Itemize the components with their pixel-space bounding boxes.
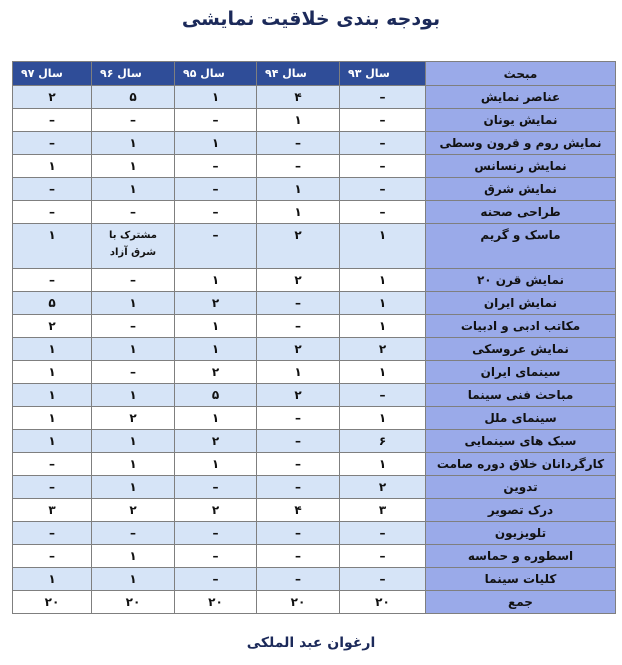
row-topic: تلویزیون bbox=[426, 522, 616, 545]
cell-year-94: – bbox=[257, 476, 340, 499]
row-topic: نمایش قرن ۲۰ bbox=[426, 269, 616, 292]
cell-year-94: – bbox=[257, 453, 340, 476]
cell-year-96: ۱ bbox=[92, 178, 175, 201]
cell-year-93: ۲۰ bbox=[340, 591, 426, 614]
cell-year-96: ۲۰ bbox=[92, 591, 175, 614]
header-row bbox=[13, 62, 616, 86]
cell-year-95: – bbox=[175, 178, 257, 201]
cell-year-93: ۱ bbox=[340, 224, 426, 269]
cell-year-94: ۱ bbox=[257, 109, 340, 132]
cell-year-93: ۱ bbox=[340, 361, 426, 384]
row-topic: مباحث فنی سینما bbox=[426, 384, 616, 407]
cell-year-93: – bbox=[340, 86, 426, 109]
cell-year-96: ۱ bbox=[92, 132, 175, 155]
page-title: بودجه بندی خلاقیت نمایشی bbox=[181, 8, 441, 30]
cell-year-97: ۱ bbox=[13, 338, 92, 361]
row-topic: سینمای ملل bbox=[426, 407, 616, 430]
cell-year-96: – bbox=[92, 315, 175, 338]
cell-year-95: – bbox=[175, 568, 257, 591]
cell-year-96: ۱ bbox=[92, 292, 175, 315]
cell-year-97: ۵ bbox=[13, 292, 92, 315]
table-row bbox=[13, 545, 616, 568]
row-topic: نمایش ایران bbox=[426, 292, 616, 315]
table-body bbox=[13, 86, 616, 614]
cell-year-96: ۵ bbox=[92, 86, 175, 109]
cell-year-97: – bbox=[13, 109, 92, 132]
row-topic: ماسک و گریم bbox=[426, 224, 616, 269]
cell-year-95: ۱ bbox=[175, 453, 257, 476]
row-topic: اسطوره و حماسه bbox=[426, 545, 616, 568]
cell-year-95: ۲ bbox=[175, 292, 257, 315]
cell-year-93: ۱ bbox=[340, 269, 426, 292]
cell-year-94: – bbox=[257, 430, 340, 453]
cell-year-96: – bbox=[92, 269, 175, 292]
table-row bbox=[13, 476, 616, 499]
cell-year-94: ۴ bbox=[257, 86, 340, 109]
cell-year-96: ۱ bbox=[92, 476, 175, 499]
cell-year-93: – bbox=[340, 109, 426, 132]
row-topic: درک تصویر bbox=[426, 499, 616, 522]
cell-year-97: – bbox=[13, 476, 92, 499]
table-row bbox=[13, 224, 616, 269]
cell-year-94: – bbox=[257, 315, 340, 338]
row-topic: کارگردانان خلاق دوره صامت bbox=[426, 453, 616, 476]
table-row bbox=[13, 338, 616, 361]
cell-year-95: – bbox=[175, 155, 257, 178]
row-topic: طراحی صحنه bbox=[426, 201, 616, 224]
cell-year-97: ۱ bbox=[13, 224, 92, 269]
row-topic: نمایش عروسکی bbox=[426, 338, 616, 361]
cell-year-97: – bbox=[13, 522, 92, 545]
cell-year-94: ۴ bbox=[257, 499, 340, 522]
cell-year-93: ۲ bbox=[340, 338, 426, 361]
cell-year-95: – bbox=[175, 201, 257, 224]
author-name: ارغوان عبد الملکی bbox=[246, 635, 376, 651]
cell-year-97: ۲ bbox=[13, 315, 92, 338]
cell-year-93: ۲ bbox=[340, 476, 426, 499]
cell-year-97: – bbox=[13, 453, 92, 476]
column-header-topic: مبحث bbox=[426, 62, 616, 86]
table-row bbox=[13, 155, 616, 178]
cell-year-93: – bbox=[340, 522, 426, 545]
cell-year-93: – bbox=[340, 545, 426, 568]
cell-year-96: ۲ bbox=[92, 499, 175, 522]
column-header-year-95: سال ۹۵ bbox=[175, 62, 257, 86]
cell-year-96: ۱ bbox=[92, 545, 175, 568]
cell-year-93: – bbox=[340, 201, 426, 224]
row-topic: نمایش شرق bbox=[426, 178, 616, 201]
cell-year-97: ۱ bbox=[13, 407, 92, 430]
cell-year-97: – bbox=[13, 545, 92, 568]
table-row bbox=[13, 132, 616, 155]
table-row bbox=[13, 522, 616, 545]
cell-year-94: ۲ bbox=[257, 384, 340, 407]
row-topic: نمایش روم و قرون وسطی bbox=[426, 132, 616, 155]
cell-year-96 bbox=[92, 224, 175, 269]
cell-year-93: ۱ bbox=[340, 407, 426, 430]
cell-year-94: – bbox=[257, 568, 340, 591]
cell-year-93: – bbox=[340, 155, 426, 178]
cell-year-96: – bbox=[92, 109, 175, 132]
cell-year-95: ۱ bbox=[175, 269, 257, 292]
cell-year-97: ۱ bbox=[13, 155, 92, 178]
cell-year-95: ۵ bbox=[175, 384, 257, 407]
table-row bbox=[13, 361, 616, 384]
cell-year-97: ۱ bbox=[13, 430, 92, 453]
column-header-year-97: سال ۹۷ bbox=[13, 62, 92, 86]
table-row bbox=[13, 86, 616, 109]
cell-year-96: – bbox=[92, 361, 175, 384]
cell-year-96: – bbox=[92, 201, 175, 224]
row-topic: عناصر نمایش bbox=[426, 86, 616, 109]
table-row bbox=[13, 453, 616, 476]
cell-year-97: – bbox=[13, 132, 92, 155]
cell-year-96: ۱ bbox=[92, 155, 175, 178]
cell-year-94: ۲ bbox=[257, 224, 340, 269]
cell-year-97: – bbox=[13, 178, 92, 201]
cell-year-96: ۱ bbox=[92, 430, 175, 453]
cell-year-97: ۱ bbox=[13, 361, 92, 384]
cell-year-95: – bbox=[175, 545, 257, 568]
cell-year-93: ۶ bbox=[340, 430, 426, 453]
table-row bbox=[13, 384, 616, 407]
budget-table bbox=[12, 61, 616, 614]
cell-year-94: ۱ bbox=[257, 178, 340, 201]
cell-year-93: – bbox=[340, 178, 426, 201]
cell-year-95: – bbox=[175, 522, 257, 545]
table-row bbox=[13, 568, 616, 591]
cell-year-95: ۲ bbox=[175, 499, 257, 522]
cell-note-line-1: مشترک با bbox=[109, 230, 157, 241]
column-header-year-94: سال ۹۴ bbox=[257, 62, 340, 86]
row-topic: نمایش یونان bbox=[426, 109, 616, 132]
cell-year-95: ۱ bbox=[175, 338, 257, 361]
cell-year-95: ۱ bbox=[175, 407, 257, 430]
cell-year-97: ۱ bbox=[13, 384, 92, 407]
cell-year-95: ۱ bbox=[175, 86, 257, 109]
cell-year-96: – bbox=[92, 522, 175, 545]
cell-year-94: – bbox=[257, 545, 340, 568]
cell-year-94: ۲۰ bbox=[257, 591, 340, 614]
row-topic: کلیات سینما bbox=[426, 568, 616, 591]
table-row bbox=[13, 178, 616, 201]
table-row bbox=[13, 109, 616, 132]
row-topic: مکاتب ادبی و ادبیات bbox=[426, 315, 616, 338]
table-row bbox=[13, 269, 616, 292]
cell-year-94: – bbox=[257, 292, 340, 315]
cell-year-94: ۱ bbox=[257, 361, 340, 384]
table-row bbox=[13, 430, 616, 453]
cell-year-97: – bbox=[13, 201, 92, 224]
row-topic: تدوین bbox=[426, 476, 616, 499]
cell-year-97: ۱ bbox=[13, 568, 92, 591]
row-topic: سینمای ایران bbox=[426, 361, 616, 384]
cell-year-93: – bbox=[340, 568, 426, 591]
table-row bbox=[13, 201, 616, 224]
row-topic: نمایش رنسانس bbox=[426, 155, 616, 178]
cell-year-95: – bbox=[175, 476, 257, 499]
table-row bbox=[13, 407, 616, 430]
cell-year-95: – bbox=[175, 224, 257, 269]
cell-year-93: ۳ bbox=[340, 499, 426, 522]
cell-year-94: ۱ bbox=[257, 201, 340, 224]
row-topic: سبک های سینمایی bbox=[426, 430, 616, 453]
cell-year-95: ۲۰ bbox=[175, 591, 257, 614]
table-row bbox=[13, 315, 616, 338]
cell-year-94: ۲ bbox=[257, 338, 340, 361]
cell-note-line-2: شرق آزاد bbox=[109, 247, 157, 258]
cell-year-97: ۲۰ bbox=[13, 591, 92, 614]
table-row bbox=[13, 292, 616, 315]
cell-year-97: ۲ bbox=[13, 86, 92, 109]
cell-year-93: – bbox=[340, 132, 426, 155]
cell-year-94: – bbox=[257, 132, 340, 155]
cell-year-93: ۱ bbox=[340, 292, 426, 315]
cell-year-95: ۲ bbox=[175, 361, 257, 384]
cell-year-96: ۱ bbox=[92, 384, 175, 407]
cell-year-96: ۱ bbox=[92, 568, 175, 591]
cell-year-94: – bbox=[257, 407, 340, 430]
cell-year-95: ۲ bbox=[175, 430, 257, 453]
cell-year-95: – bbox=[175, 109, 257, 132]
cell-year-94: ۲ bbox=[257, 269, 340, 292]
cell-year-94: – bbox=[257, 155, 340, 178]
column-header-year-93: سال ۹۳ bbox=[340, 62, 426, 86]
cell-year-94: – bbox=[257, 522, 340, 545]
cell-year-97: ۳ bbox=[13, 499, 92, 522]
cell-year-96: ۱ bbox=[92, 338, 175, 361]
cell-year-95: ۱ bbox=[175, 315, 257, 338]
cell-year-93: ۱ bbox=[340, 453, 426, 476]
cell-year-93: ۱ bbox=[340, 315, 426, 338]
row-topic: جمع bbox=[426, 591, 616, 614]
cell-year-95: ۱ bbox=[175, 132, 257, 155]
table-row bbox=[13, 499, 616, 522]
table-row bbox=[13, 591, 616, 614]
cell-year-96: ۱ bbox=[92, 453, 175, 476]
cell-year-96: ۲ bbox=[92, 407, 175, 430]
cell-year-93: – bbox=[340, 384, 426, 407]
cell-year-97: – bbox=[13, 269, 92, 292]
column-header-year-96: سال ۹۶ bbox=[92, 62, 175, 86]
